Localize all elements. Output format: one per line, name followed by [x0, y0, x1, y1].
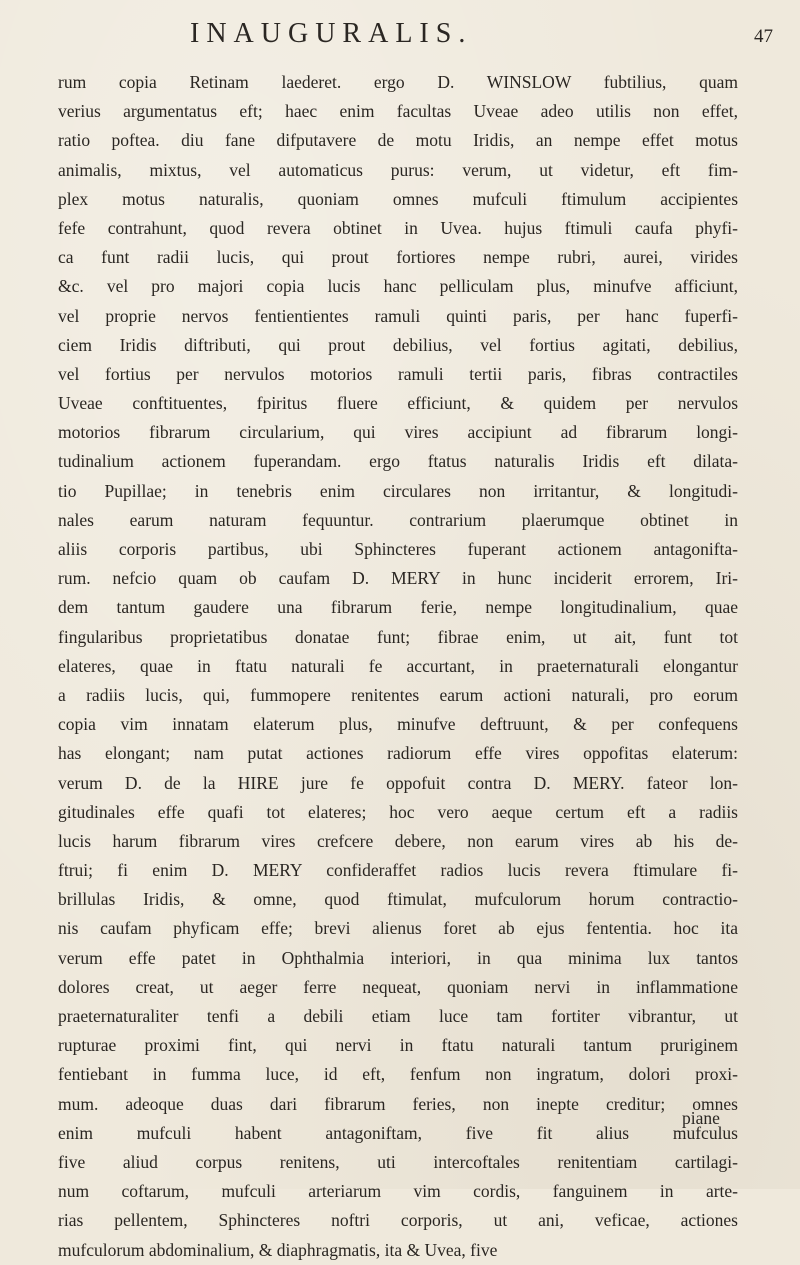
- text-line: ciem Iridis diftributi, qui prout debilius, vel fortius agitati, debilius,: [58, 334, 738, 355]
- text-line: copia vim innatam elaterum plus, minufve deftruunt, & per confequens: [58, 714, 738, 735]
- text-line: aliis corporis partibus, ubi Sphincteres fuperant actionem antagonifta-: [58, 539, 738, 559]
- text-line: rum copia Retinam laederet. ergo D. WINSLOW fubtilius, quam: [58, 72, 738, 92]
- text-line: verum D. de la HIRE jure fe oppofuit contra D. MERY. fateor lon-: [58, 772, 738, 793]
- running-head: [0, 18, 800, 58]
- text-line: tio Pupillae; in tenebris enim circulares non irritantur, & longitudi-: [58, 480, 738, 501]
- text-line: gitudinales effe quafi tot elateres; hoc vero aeque certum eft a radiis: [58, 801, 738, 822]
- text-line: ratio poftea. diu fane difputavere de motu Iridis, an nempe effet motus: [58, 130, 738, 151]
- text-line: mufculorum abdominalium, & diaphragmatis, ita & Uvea, five: [58, 1239, 498, 1260]
- text-line: verius argumentatus eft; haec enim facultas Uveae adeo utilis non effet,: [58, 101, 738, 122]
- running-title: INAUGURALIS.: [190, 18, 473, 49]
- text-line: dem tantum gaudere una fibrarum ferie, nempe longitudinalium, quae: [58, 597, 738, 618]
- text-line: fentiebant in fumma luce, id eft, fenfum non ingratum, dolori proxi-: [58, 1064, 738, 1085]
- text-line: nis caufam phyficam effe; brevi alienus foret ab ejus fententia. hoc ita: [58, 918, 738, 939]
- text-line: plex motus naturalis, quoniam omnes mufculi ftimulum accipientes: [58, 188, 738, 209]
- text-line: Uveae conftituentes, fpiritus fluere efficiunt, & quidem per nervulos: [58, 393, 738, 414]
- text-line: rias pellentem, Sphincteres noftri corporis, ut ani, veficae, actiones: [58, 1210, 738, 1231]
- text-line: motorios fibrarum circularium, qui vires accipiunt ad fibrarum longi-: [58, 422, 738, 443]
- text-line: dolores creat, ut aeger ferre nequeat, quoniam nervi in inflammatione: [58, 976, 738, 997]
- text-line: ca funt radii lucis, qui prout fortiores nempe rubri, aurei, virides: [58, 247, 738, 268]
- text-line: elateres, quae in ftatu naturali fe accurtant, in praeternaturali elongantur: [58, 655, 738, 676]
- body-text: [58, 68, 738, 1265]
- text-line: a radiis lucis, qui, fummopere renitentes earum actioni naturali, pro eorum: [58, 684, 738, 705]
- text-line: tudinalium actionem fuperandam. ergo ftatus naturalis Iridis eft dilata-: [58, 451, 738, 472]
- text-line: vel fortius per nervulos motorios ramuli tertii paris, fibras contractiles: [58, 363, 738, 384]
- text-line: animalis, mixtus, vel automaticus purus: verum, ut videtur, eft fim-: [58, 159, 738, 180]
- text-line: five aliud corpus renitens, uti intercoftales renitentiam cartilagi-: [58, 1151, 738, 1172]
- text-line: rum. nefcio quam ob caufam D. MERY in hunc inciderit errorem, Iri-: [58, 568, 738, 589]
- text-line: brillulas Iridis, & omne, quod ftimulat, mufculorum horum contractio-: [58, 889, 738, 910]
- text-line: enim mufculi habent antagoniftam, five fit alius mufculus: [58, 1122, 738, 1143]
- text-line: fingularibus proprietatibus donatae funt; fibrae enim, ut ait, funt tot: [58, 626, 738, 647]
- text-line: mum. adeoque duas dari fibrarum feries, non inepte creditur; omnes: [58, 1093, 738, 1114]
- page-number: 47: [754, 26, 773, 47]
- text-line: lucis harum fibrarum vires crefcere debere, non earum vires ab his de-: [58, 830, 738, 851]
- text-line: praeternaturaliter tenfi a debili etiam luce tam fortiter vibrantur, ut: [58, 1006, 738, 1026]
- catchword: piane: [682, 1108, 720, 1128]
- text-line: vel proprie nervos fentientientes ramuli quinti paris, per hanc fuperfi-: [58, 305, 738, 326]
- text-line: fefe contrahunt, quod revera obtinet in Uvea. hujus ftimuli caufa phyfi-: [58, 217, 738, 238]
- text-line: ftrui; fi enim D. MERY confideraffet radios lucis revera ftimulare fi-: [58, 860, 738, 881]
- text-line: rupturae proximi fint, qui nervi in ftatu naturali tantum pruriginem: [58, 1035, 738, 1056]
- text-line: &c. vel pro majori copia lucis hanc pelliculam plus, minufve afficiunt,: [58, 276, 738, 297]
- text-line: verum effe patet in Ophthalmia interiori, in qua minima lux tantos: [58, 947, 738, 968]
- text-line: num coftarum, mufculi arteriarum vim cordis, fanguinem in arte-: [58, 1181, 738, 1202]
- text-line: has elongant; nam putat actiones radiorum effe vires oppofitas elaterum:: [58, 743, 738, 764]
- text-line: nales earum naturam fequuntur. contrarium plaerumque obtinet in: [58, 509, 738, 530]
